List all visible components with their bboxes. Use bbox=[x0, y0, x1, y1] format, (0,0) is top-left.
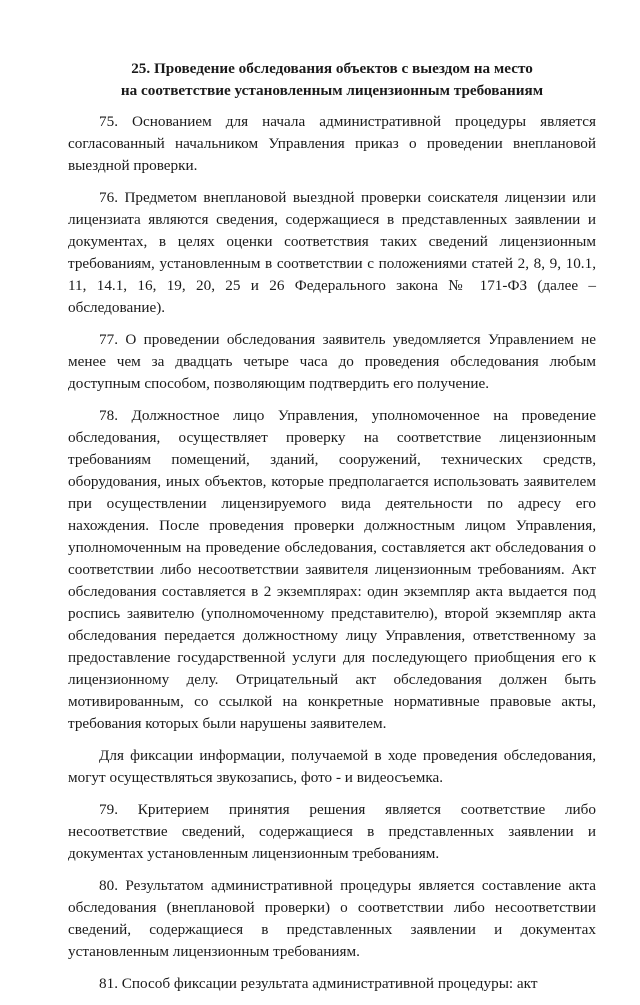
section-heading bbox=[68, 58, 596, 102]
paragraph-75: 75. Основанием для начала административной процедуры является согласованный начальником Управления приказ о проведении внеплановой выездной проверки. bbox=[68, 113, 596, 174]
section-heading-line-1: 25. Проведение обследования объектов с выездом на место bbox=[131, 60, 533, 77]
document-page bbox=[68, 58, 596, 1005]
paragraph-80: 80. Результатом административной процедуры является составление акта обследования (внеплановой проверки) о соответствии либо несоответствии сведений, содержащиеся в представленных заявлении и документах установленным лицензионным требованиям. bbox=[68, 877, 596, 960]
section-heading-line-2: на соответствие установленным лицензионным требованиям bbox=[120, 82, 544, 99]
paragraph-79: 79. Критерием принятия решения является соответствие либо несоответствие сведений, содержащиеся в представленных заявлении и документах установленным лицензионным требованиям. bbox=[68, 801, 596, 862]
paragraph-81: 81. Способ фиксации результата административной процедуры: акт bbox=[99, 975, 538, 992]
paragraph-76: 76. Предметом внеплановой выездной проверки соискателя лицензии или лицензиата являются сведения, содержащиеся в представленных заявлении и документах, в целях оценки соответствия таких сведений лицензионным требованиям, установленным в соответствии с положениями статей 2, 8, 9, 10.1, 11, 14.1, 16, 19, 20, 25 и 26 Федерального закона № 171-ФЗ (далее – обследование). bbox=[68, 189, 596, 316]
paragraph-78: 78. Должностное лицо Управления, уполномоченное на проведение обследования, осуществляет проверку на соответствие лицензионным требованиям помещений, зданий, сооружений, технических средств, оборудования, иных объектов, которые предполагается использовать заявителем при осуществлении лицензируемого вида деятельности по адресу его нахождения. После проведения проверки должностным лицом Управления, уполномоченным на проведение обследования, составляется акт обследования о соответствии либо несоответствии заявителя лицензионным требованиям. Акт обследования составляется в 2 экземплярах: один экземпляр акта выдается под роспись заявителю (уполномоченному представителю), второй экземпляр акта обследования передается должностному лицу Управления, ответственному за предоставление государственной услуги для последующего приобщения его к лицензионному делу. Отрицательный акт обследования должен быть мотивированным, со ссылкой на конкретные нормативные правовые акты, требования которых были нарушены заявителем. bbox=[68, 407, 596, 732]
paragraph-recording-note: Для фиксации информации, получаемой в ходе проведения обследования, могут осуществляться звукозапись, фото - и видеосъемка. bbox=[68, 747, 596, 786]
paragraph-77: 77. О проведении обследования заявитель уведомляется Управлением не менее чем за двадцать четыре часа до проведения обследования любым доступным способом, позволяющим подтвердить его получение. bbox=[68, 331, 596, 392]
